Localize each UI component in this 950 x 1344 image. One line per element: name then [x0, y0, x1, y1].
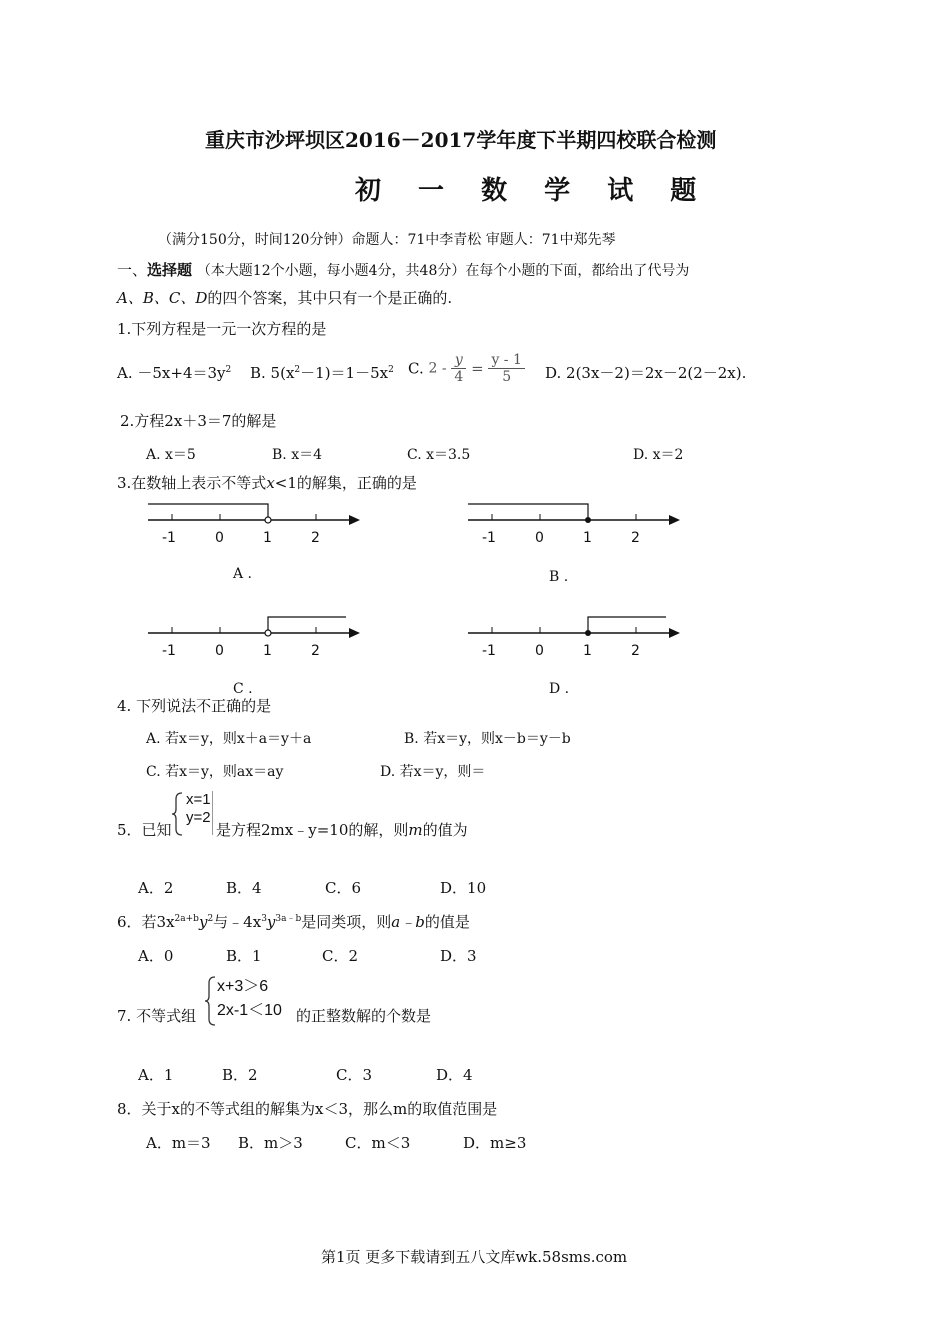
q8-option-b: B．m＞3: [238, 1134, 303, 1152]
q7-system-line-2: 2x-1＜10: [217, 1002, 282, 1019]
tick-label: 0: [215, 643, 224, 659]
q7-option-b: B．2: [222, 1066, 258, 1084]
number-line-a-label: A .: [233, 566, 253, 582]
q4-option-b: B. 若x＝y，则x－b＝y－b: [404, 731, 571, 747]
exam-subtitle: 初 一 数 学 试 题: [355, 176, 711, 206]
section-desc-rest: 的四个答案，其中只有一个是正确的.: [207, 289, 453, 307]
tick-label: -1: [482, 643, 496, 659]
number-line-c-label: C .: [233, 681, 253, 697]
q5-option-c: C．6: [325, 879, 362, 897]
q4-stem: 4. 下列说法不正确的是: [117, 697, 272, 715]
q5-stem-prefix: 5．已知: [117, 821, 172, 839]
q8-option-a: A．m＝3: [146, 1134, 211, 1152]
q1-option-b: B. $5(x^2-1)=1-5x^2$: [250, 364, 394, 382]
q4-option-d: D. 若x＝y，则＝: [380, 764, 486, 780]
q5-option-d: D．10: [440, 879, 487, 897]
q1-option-a: A. $-5x+4=3y^2$: [117, 364, 232, 382]
q7-system-line-1: x+3＞6: [217, 978, 269, 995]
tick-label: -1: [162, 530, 176, 546]
number-line-b: [468, 504, 680, 546]
number-line-d: [468, 617, 680, 659]
tick-label: -1: [482, 530, 496, 546]
number-line-b-label: B .: [549, 569, 569, 585]
section-desc: （本大题12个小题，每小题4分，共48分）在每个小题的下面，都给出了代号为: [196, 263, 690, 279]
tick-label: 1: [583, 530, 592, 546]
q7-stem: 的正整数解的个数是: [296, 1007, 432, 1025]
brace-icon: [170, 791, 184, 837]
section-name: 选择题: [147, 261, 193, 279]
q6-option-a: A．0: [138, 947, 174, 965]
brace-icon: [203, 975, 217, 1027]
section-desc-letters: A、B、C、D: [117, 289, 208, 307]
exam-title: 重庆市沙坪坝区2016－2017学年度下半期四校联合检测: [205, 128, 717, 152]
q5-option-b: B．4: [226, 879, 262, 897]
tick-label: 2: [631, 643, 640, 659]
q6-option-b: B．1: [226, 947, 262, 965]
tick-label: 2: [311, 530, 320, 546]
tick-label: -1: [162, 643, 176, 659]
q4-option-a: A. 若x＝y，则x＋a＝y＋a: [146, 731, 312, 747]
tick-label: 1: [263, 643, 272, 659]
section-prefix: 一、: [117, 261, 148, 279]
tick-label: 1: [263, 530, 272, 546]
number-line-a: [148, 504, 360, 546]
q6-option-d: D．3: [440, 947, 477, 965]
q6-option-c: C．2: [322, 947, 359, 965]
q5-system-line-2: y=2: [186, 809, 211, 826]
q7-option-c: C．3: [336, 1066, 373, 1084]
q4-option-c: C. 若x＝y，则ax＝ay: [146, 764, 284, 780]
number-line-d-label: D .: [549, 681, 570, 697]
page-footer: 第1页 更多下载请到五八文库wk.58sms.com: [321, 1248, 628, 1266]
q8-option-c: C．m＜3: [345, 1134, 411, 1152]
q1-option-d: D. 2(3x－2)＝2x－2(2－2x).: [545, 364, 747, 382]
q3-stem: 3.在数轴上表示不等式x<1的解集，正确的是: [117, 474, 417, 492]
q5-option-a: A．2: [138, 879, 174, 897]
q2-option-d: D. x＝2: [633, 447, 684, 463]
q1-fraction-2: $\frac{y - 1}{5}$: [488, 352, 524, 385]
tick-label: 2: [631, 530, 640, 546]
q7-option-d: D．4: [436, 1066, 473, 1084]
tick-label: 2: [311, 643, 320, 659]
q1-fraction-1: $\frac{y}{4}$: [451, 352, 466, 385]
q2-option-a: A. x＝5: [146, 447, 196, 463]
tick-label: 0: [535, 530, 544, 546]
q2-option-c: C. x＝3.5: [407, 447, 471, 463]
tick-label: 1: [583, 643, 592, 659]
exam-info: （满分150分，时间120分钟）命题人：71中李青松 审题人：71中郑先琴: [158, 232, 616, 248]
q5-stem: 是方程2mx﹣y=10的解，则m的值为: [216, 821, 468, 839]
tick-label: 0: [215, 530, 224, 546]
q2-stem: 2.方程2x＋3＝7的解是: [120, 412, 277, 430]
q8-option-d: D．m≥3: [463, 1134, 527, 1152]
q1-option-c: C. 2 - $\frac{y}{4}$ = $\frac{y - 1}{5}$: [408, 352, 525, 385]
q8-stem: 8．关于x的不等式组的解集为x＜3，那么m的取值范围是: [117, 1100, 498, 1118]
q7-option-a: A．1: [138, 1066, 174, 1084]
q1-stem: 1.下列方程是一元一次方程的是: [117, 320, 327, 338]
q6-stem: 6．若$3x^{2a+b}y^2$与$﹣4x^3y^{3a﹣b}$是同类项，则a﹣b的值是: [117, 913, 470, 931]
tick-label: 0: [535, 643, 544, 659]
number-line-c: [148, 617, 360, 659]
q2-option-b: B. x＝4: [272, 447, 322, 463]
q7-stem-prefix: 7. 不等式组: [117, 1007, 197, 1025]
q5-system-line-1: x=1: [186, 791, 211, 808]
